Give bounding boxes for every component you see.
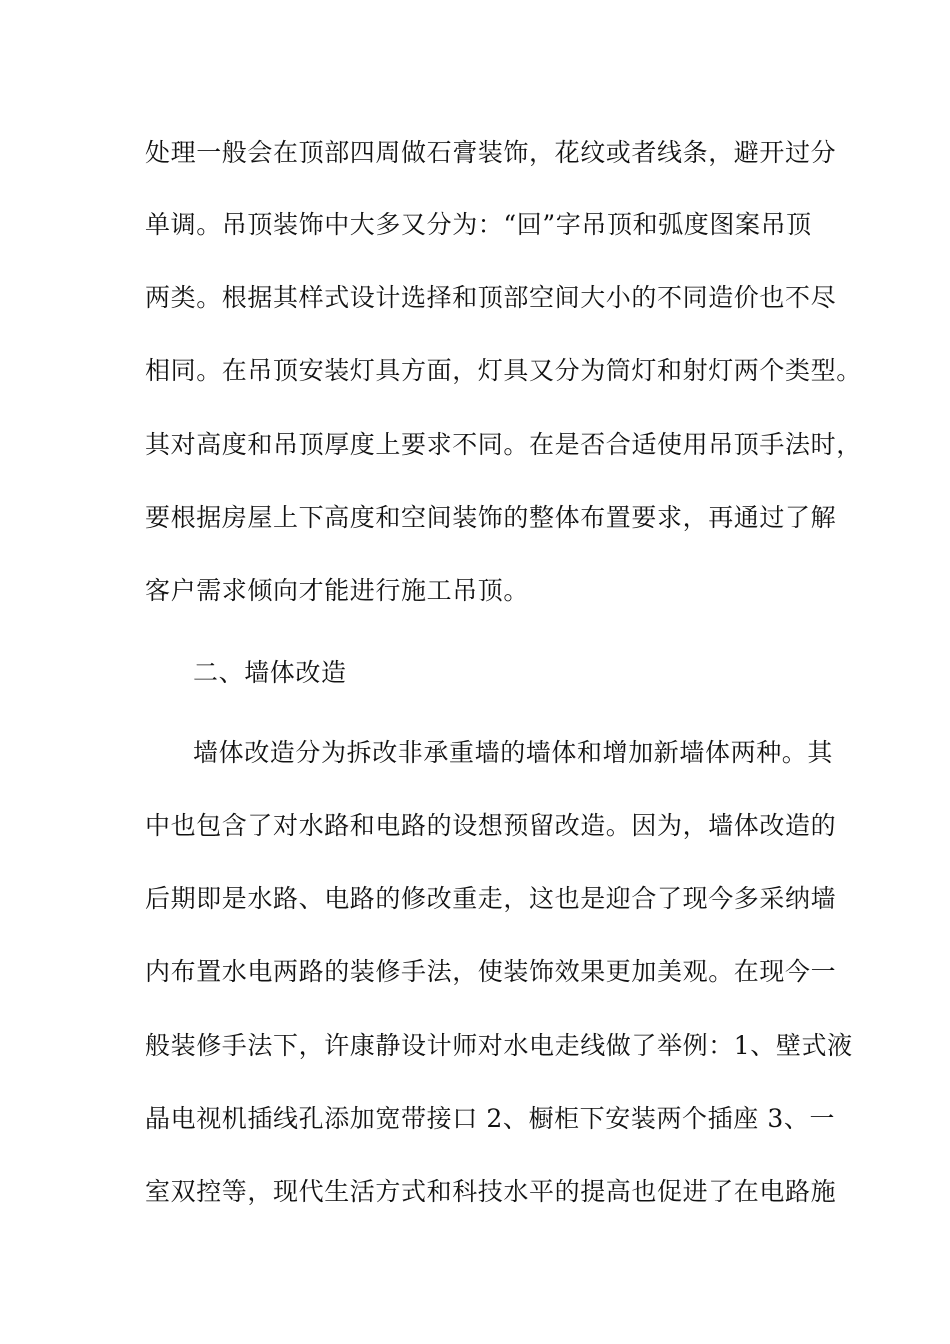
text-line: 要根据房屋上下高度和空间装饰的整体布置要求，再通过了解 (145, 503, 837, 532)
text-line: 两类。根据其样式设计选择和顶部空间大小的不同造价也不尽 (145, 283, 837, 312)
text-line: 中也包含了对水路和电路的设想预留改造。因为，墙体改造的 (145, 811, 837, 840)
text-line: 相同。在吊顶安装灯具方面，灯具又分为筒灯和射灯两个类型。 (145, 356, 862, 385)
text-line: 其对高度和吊顶厚度上要求不同。在是否合适使用吊顶手法时， (145, 430, 862, 459)
text-line: 室双控等，现代生活方式和科技水平的提高也促进了在电路施 (145, 1177, 837, 1206)
text-line: 般装修手法下，许康静设计师对水电走线做了举例：1、壁式液 (145, 1031, 853, 1060)
text-line: 客户需求倾向才能进行施工吊顶。 (145, 576, 530, 605)
text-line: 后期即是水路、电路的修改重走，这也是迎合了现今多采纳墙 (145, 884, 837, 913)
text-line: 内布置水电两路的装修手法，使装饰效果更加美观。在现今一 (145, 957, 837, 986)
text-line: 墙体改造分为拆改非承重墙的墙体和增加新墙体两种。其 (193, 738, 834, 767)
text-line: 处理一般会在顶部四周做石膏装饰，花纹或者线条，避开过分 (145, 138, 837, 167)
section-heading: 二、墙体改造 (193, 658, 347, 687)
text-line: 单调。吊顶装饰中大多又分为：“回”字吊顶和弧度图案吊顶 (145, 210, 812, 239)
text-line: 晶电视机插线孔添加宽带接口 2、橱柜下安装两个插座 3、一 (145, 1104, 836, 1133)
